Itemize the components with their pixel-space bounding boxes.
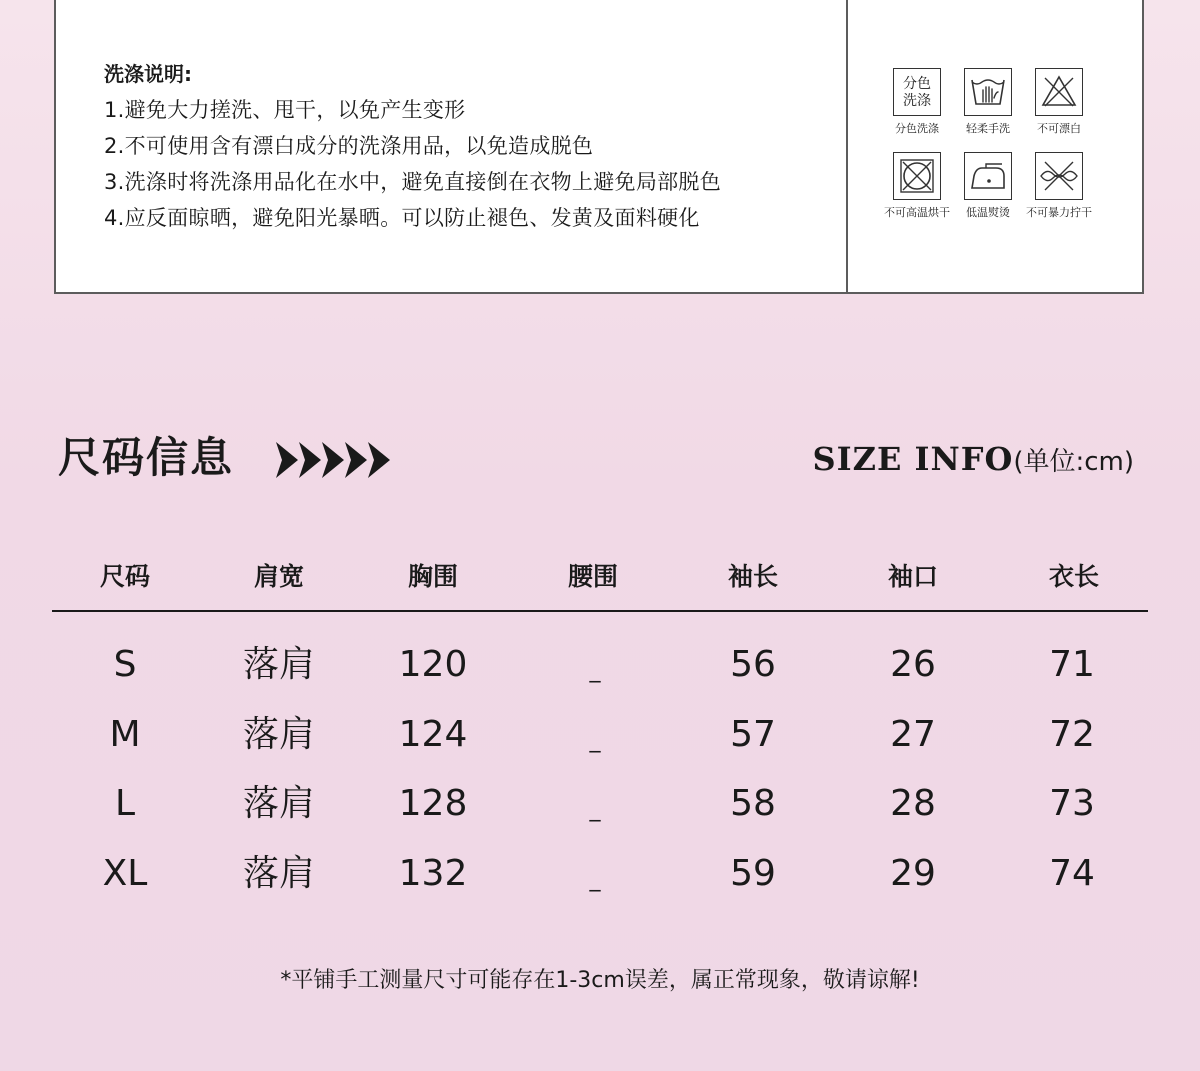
wash-instructions: [104, 60, 721, 236]
wash-line: 1.避免大力搓洗、甩干，以免产生变形: [104, 98, 466, 122]
table-cell: _: [589, 797, 601, 822]
table-cell: 73: [1049, 783, 1095, 824]
table-cell: 56: [730, 644, 776, 685]
separate-colors-icon: [893, 68, 941, 116]
wash-line: 2.不可使用含有漂白成分的洗涤用品，以免造成脱色: [104, 134, 594, 158]
care-card: [54, 0, 1144, 294]
table-cell: S: [113, 644, 137, 685]
arrows-decoration: [272, 440, 396, 484]
column-header: 衣长: [1048, 562, 1099, 591]
no-wring-icon: [1035, 152, 1083, 200]
table-cell: 29: [890, 853, 936, 894]
care-icon-cell: [953, 152, 1023, 220]
table-cell: 落肩: [242, 714, 315, 755]
table-cell: _: [589, 867, 601, 892]
table-cell: 26: [890, 644, 936, 685]
table-cell: 74: [1049, 853, 1095, 894]
table-cell: 132: [398, 853, 468, 894]
wash-line: 3.洗涤时将洗涤用品化在水中，避免直接倒在衣物上避免局部脱色: [104, 170, 722, 194]
column-header: 胸围: [407, 562, 458, 591]
care-icon-label: 不可高温烘干: [884, 206, 950, 219]
care-icon-label: 分色洗涤: [895, 122, 939, 135]
table-cell: 落肩: [242, 783, 315, 824]
table-cell: 72: [1049, 714, 1095, 755]
no-tumble-dry-icon: [893, 152, 941, 200]
table-row: [52, 705, 1148, 765]
table-row: [52, 774, 1148, 834]
table-cell: XL: [102, 853, 148, 894]
table-cell: 120: [398, 644, 468, 685]
size-info: [813, 436, 1134, 488]
care-icon-label: 轻柔手洗: [966, 122, 1010, 135]
table-cell: 71: [1049, 644, 1095, 685]
card-divider: [846, 0, 848, 292]
size-unit: (单位:cm): [1013, 447, 1134, 477]
care-icon-cell: [882, 152, 952, 220]
footnote: *平铺手工测量尺寸可能存在1-3cm误差，属正常现象，敬请谅解!: [280, 968, 920, 993]
column-header: 肩宽: [253, 562, 304, 591]
no-bleach-icon: [1035, 68, 1083, 116]
table-cell: _: [589, 728, 601, 753]
table-cell: L: [114, 783, 136, 824]
low-iron-icon: [964, 152, 1012, 200]
column-header: 腰围: [567, 562, 618, 591]
care-icon-label: 不可漂白: [1037, 122, 1081, 135]
column-header: 袖长: [727, 562, 778, 591]
care-icon-label: 不可暴力拧干: [1026, 206, 1092, 219]
table-row: [52, 844, 1148, 904]
care-icon-cell: [1024, 68, 1094, 136]
table-cell: M: [109, 714, 141, 755]
table-cell: 28: [890, 783, 936, 824]
table-cell: 58: [730, 783, 776, 824]
column-header: 袖口: [887, 562, 938, 591]
care-icon-cell: [882, 68, 952, 136]
size-title: 尺码信息: [58, 433, 235, 482]
care-icon-cell: [1024, 152, 1094, 220]
care-icon-cell: [953, 68, 1023, 136]
table-cell: 59: [730, 853, 776, 894]
table-divider: [52, 610, 1148, 612]
table-cell: 落肩: [242, 644, 315, 685]
column-header: 尺码: [99, 562, 150, 591]
separate-colors-icon-text: 分色 洗涤: [903, 75, 931, 109]
wash-title: 洗涤说明:: [104, 62, 192, 86]
table-row: [52, 635, 1148, 695]
size-info-en: SIZE INFO: [812, 440, 1014, 478]
table-cell: 57: [730, 714, 776, 755]
table-cell: 27: [890, 714, 936, 755]
care-icon-label: 低温熨烫: [966, 206, 1010, 219]
table-cell: 128: [398, 783, 468, 824]
hand-wash-icon: [964, 68, 1012, 116]
table-cell: _: [589, 658, 601, 683]
wash-line: 4.应反面晾晒，避免阳光暴晒。可以防止褪色、发黄及面料硬化: [104, 206, 700, 230]
table-header: [52, 552, 1148, 602]
table-cell: 落肩: [242, 853, 315, 894]
table-cell: 124: [398, 714, 468, 755]
